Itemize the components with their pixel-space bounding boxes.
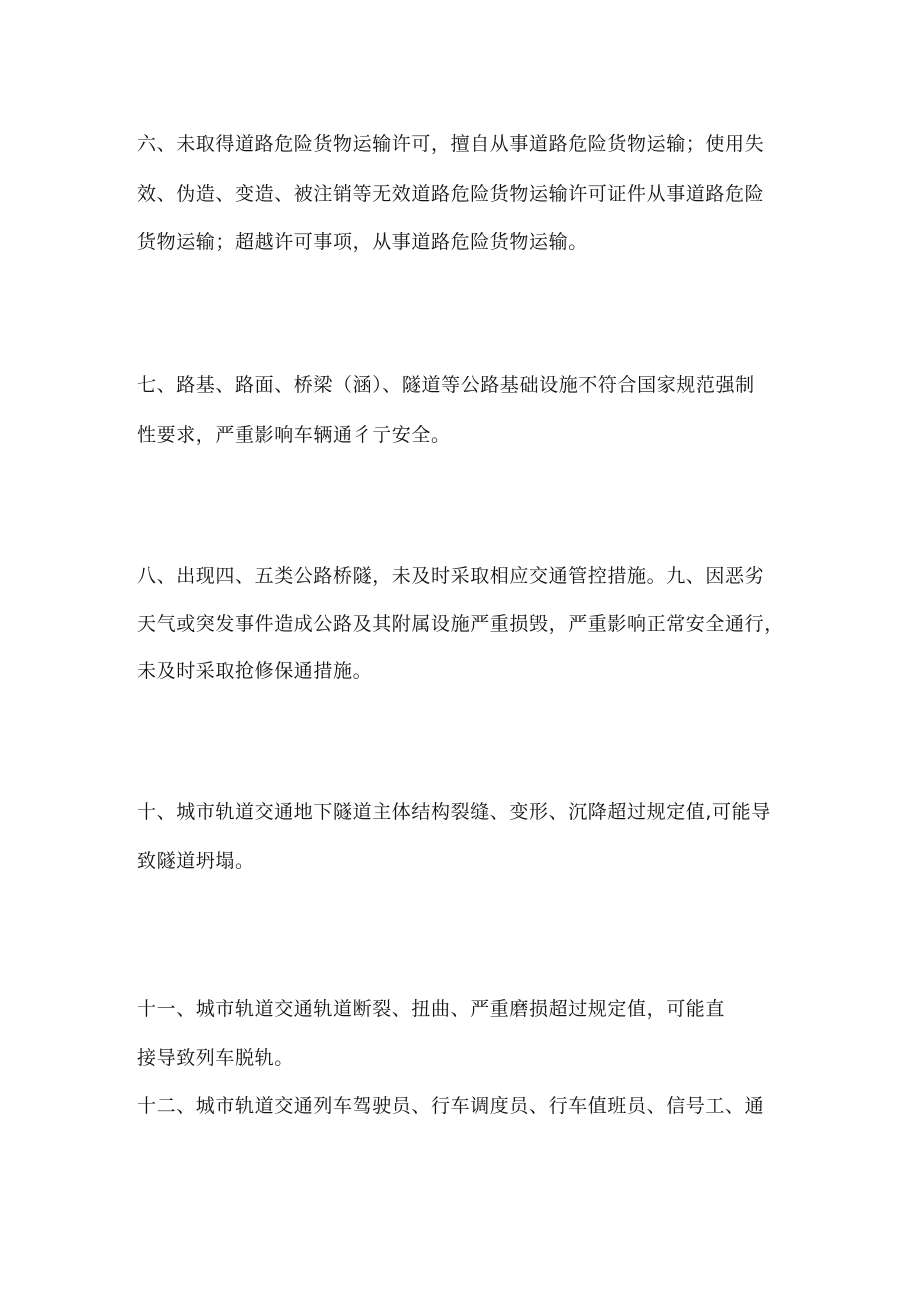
text-line: 八、出现四、五类公路桥隧，未及时采取相应交通管控措施。九、因恶劣 <box>137 565 765 587</box>
text-line: 效、伪造、变造、被注销等无效道路危险货物运输许可证件从事道路危险 <box>137 183 765 205</box>
text-line: 天气或突发事件造成公路及其附属设施严重损毁，严重影响正常安全通行， <box>137 613 784 635</box>
text-line: 七、路基、路面、桥梁（涵）、隧道等公路基础设施不符合国家规范强制 <box>137 374 755 396</box>
text-line: 致隧道坍塌。 <box>137 850 255 872</box>
text-line: 十一、城市轨道交通轨道断裂、扭曲、严重磨损超过规定值，可能直 <box>137 998 726 1020</box>
text-line: 十、城市轨道交通地下隧道主体结构裂缝、变形、沉降超过规定值,可能导 <box>137 801 771 823</box>
text-line: 未及时采取抢修保通措施。 <box>137 660 373 682</box>
text-line: 十二、城市轨道交通列车驾驶员、行车调度员、行车值班员、信号工、通 <box>137 1095 765 1117</box>
text-line: 性要求，严重影响车辆通彳亍安全。 <box>137 424 451 446</box>
text-line: 接导致列车脱轨。 <box>137 1047 294 1069</box>
text-line: 货物运输；超越许可事项，从事道路危险货物运输。 <box>137 231 588 253</box>
text-line: 六、未取得道路危险货物运输许可，擅自从事道路危险货物运输；使用失 <box>137 133 765 155</box>
